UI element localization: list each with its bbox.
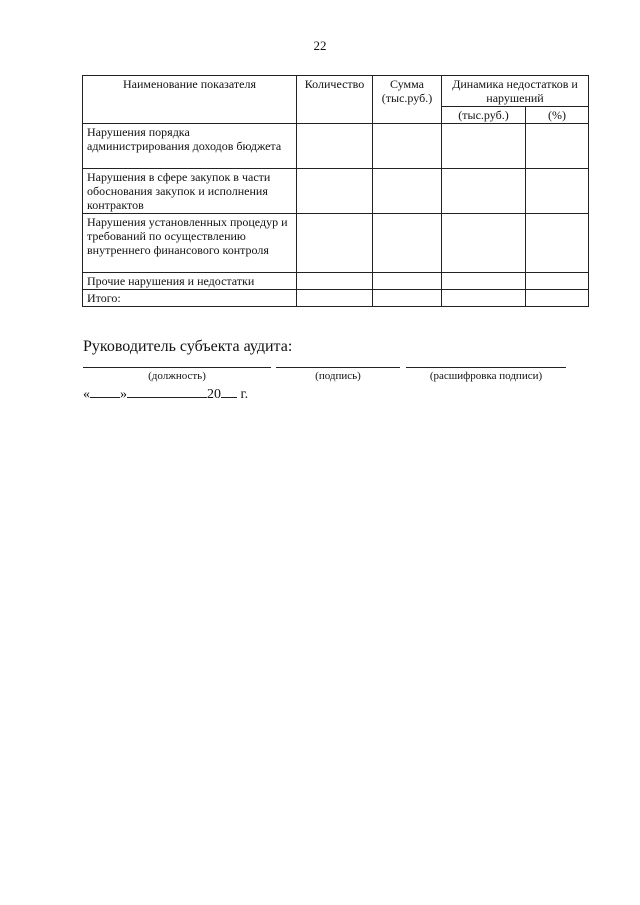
date-open-quote: « bbox=[83, 387, 90, 402]
table-row bbox=[83, 214, 589, 273]
decoding-line[interactable] bbox=[406, 367, 566, 368]
date-line bbox=[83, 384, 248, 403]
cell-sum bbox=[373, 273, 442, 290]
cell-sum bbox=[373, 124, 442, 169]
page-number: 22 bbox=[313, 38, 327, 53]
cell-quantity bbox=[297, 290, 373, 307]
table-header-row bbox=[83, 76, 589, 107]
year-blank[interactable] bbox=[221, 384, 237, 398]
cell-dynamics-sum bbox=[442, 214, 526, 273]
cell-sum bbox=[373, 214, 442, 273]
header-indicator: Наименование показателя bbox=[83, 76, 297, 124]
position-label: (должность) bbox=[148, 370, 206, 382]
cell-quantity bbox=[297, 214, 373, 273]
date-year-suffix: г. bbox=[240, 387, 249, 402]
cell-quantity bbox=[297, 273, 373, 290]
cell-dynamics-sum bbox=[442, 124, 526, 169]
cell-quantity bbox=[297, 124, 373, 169]
cell-quantity bbox=[297, 169, 373, 214]
cell-dynamics-pct bbox=[526, 124, 589, 169]
day-blank[interactable] bbox=[90, 384, 120, 398]
cell-dynamics-sum bbox=[442, 290, 526, 307]
header-dynamics-pct: (%) bbox=[526, 107, 589, 124]
row-label: Нарушения порядка администрирования доходов бюджета bbox=[83, 124, 297, 169]
date-year-prefix: 20 bbox=[207, 387, 221, 402]
table-row bbox=[83, 273, 589, 290]
header-sum: Сумма (тыс.руб.) bbox=[373, 76, 442, 124]
row-label-total: Итого: bbox=[83, 290, 297, 307]
cell-dynamics-pct bbox=[526, 273, 589, 290]
header-dynamics: Динамика недостатков и нарушений bbox=[442, 76, 589, 107]
cell-sum bbox=[373, 169, 442, 214]
cell-dynamics-pct bbox=[526, 169, 589, 214]
cell-dynamics-sum bbox=[442, 169, 526, 214]
month-blank[interactable] bbox=[127, 384, 207, 398]
cell-dynamics-pct bbox=[526, 214, 589, 273]
row-label: Прочие нарушения и недостатки bbox=[83, 273, 297, 290]
signature-title: Руководитель субъекта аудита: bbox=[83, 338, 293, 355]
table-row bbox=[83, 124, 589, 169]
date-close-quote: » bbox=[120, 387, 127, 402]
signature-label: (подпись) bbox=[315, 370, 361, 382]
cell-dynamics-pct bbox=[526, 290, 589, 307]
decoding-label: (расшифровка подписи) bbox=[429, 370, 543, 382]
header-quantity: Количество bbox=[297, 76, 373, 124]
cell-sum bbox=[373, 290, 442, 307]
violations-table bbox=[82, 75, 589, 307]
row-label: Нарушения установленных процедур и требований по осуществлению внутреннего финансового контроля bbox=[83, 214, 297, 273]
table-total-row bbox=[83, 290, 589, 307]
table-row bbox=[83, 169, 589, 214]
position-line[interactable] bbox=[83, 367, 271, 368]
row-label: Нарушения в сфере закупок в части обоснования закупок и исполнения контрактов bbox=[83, 169, 297, 214]
header-dynamics-sum: (тыс.руб.) bbox=[442, 107, 526, 124]
signature-line[interactable] bbox=[276, 367, 400, 368]
cell-dynamics-sum bbox=[442, 273, 526, 290]
